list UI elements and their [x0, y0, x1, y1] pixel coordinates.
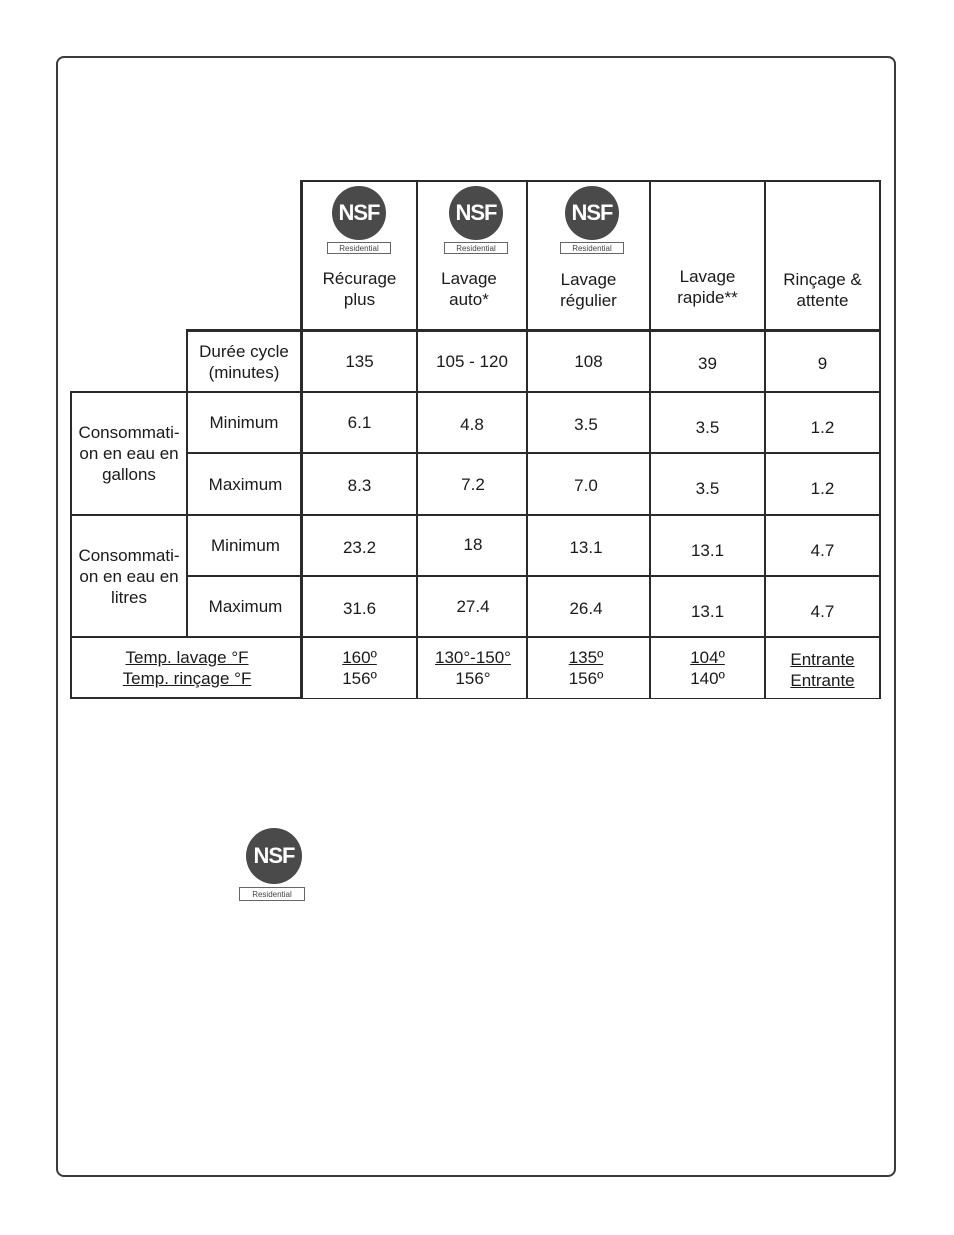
nsf-residential-logo: NSF Residential — [327, 186, 393, 258]
litres-min-value: 13.1 — [690, 540, 725, 560]
gallons-min-value: 6.1 — [347, 413, 372, 432]
header-lavage-rapide: Lavage rapide** — [677, 267, 738, 307]
duration-value: 108 — [574, 352, 603, 371]
litres-min-label: Minimum — [211, 536, 280, 555]
gallons-max-label: Maximum — [208, 474, 283, 494]
gallons-max-value: 3.5 — [695, 478, 720, 498]
litres-max-value: 13.1 — [690, 601, 725, 621]
temperature-value: Entrante Entrante — [790, 650, 855, 690]
duration-value: 39 — [698, 354, 717, 373]
litres-group-label: Consommati- on en eau en litres — [78, 545, 180, 607]
litres-min-value: 23.2 — [342, 537, 377, 557]
gallons-max-value: 7.2 — [461, 474, 485, 494]
gallons-min-value: 3.5 — [695, 417, 720, 437]
duration-value: 9 — [817, 354, 828, 373]
litres-min-value: 13.1 — [569, 537, 603, 557]
gallons-group-label: Consommati- on en eau en gallons — [78, 423, 180, 484]
temperature-value: 130°-150° 156° — [435, 648, 511, 688]
gallons-min-value: 4.8 — [460, 414, 484, 434]
header-rincage-attente: Rinçage & attente — [783, 270, 862, 310]
header-lavage-regulier: Lavage régulier — [560, 270, 617, 310]
duration-label: Durée cycle (minutes) — [199, 341, 289, 382]
gallons-min-value: 1.2 — [810, 417, 835, 437]
header-recurage-plus: Récurage plus — [322, 269, 397, 309]
nsf-residential-logo: NSF Residential — [239, 828, 307, 904]
gallons-max-value: 8.3 — [347, 475, 372, 495]
temperature-label: Temp. lavage °F Temp. rinçage °F — [122, 648, 252, 688]
nsf-residential-logo: NSF Residential — [560, 186, 626, 258]
gallons-min-label: Minimum — [209, 413, 279, 432]
duration-value: 135 — [345, 352, 374, 371]
duration-value: 105 - 120 — [436, 352, 508, 371]
litres-max-value: 26.4 — [569, 598, 603, 618]
litres-max-value: 31.6 — [342, 598, 377, 618]
temperature-value: 160º 156º — [342, 648, 377, 688]
litres-min-value: 4.7 — [810, 540, 835, 560]
litres-max-label: Maximum — [208, 597, 283, 616]
temperature-value: 135º 156º — [568, 648, 604, 688]
litres-max-value: 27.4 — [456, 597, 490, 616]
gallons-min-value: 3.5 — [574, 414, 598, 434]
litres-max-value: 4.7 — [810, 601, 835, 621]
header-lavage-auto: Lavage auto* — [441, 269, 497, 309]
gallons-max-value: 7.0 — [574, 475, 598, 495]
temperature-value: 104º 140º — [690, 648, 725, 688]
nsf-residential-logo: NSF Residential — [444, 186, 510, 258]
litres-min-value: 18 — [463, 534, 483, 554]
gallons-max-value: 1.2 — [810, 478, 835, 498]
